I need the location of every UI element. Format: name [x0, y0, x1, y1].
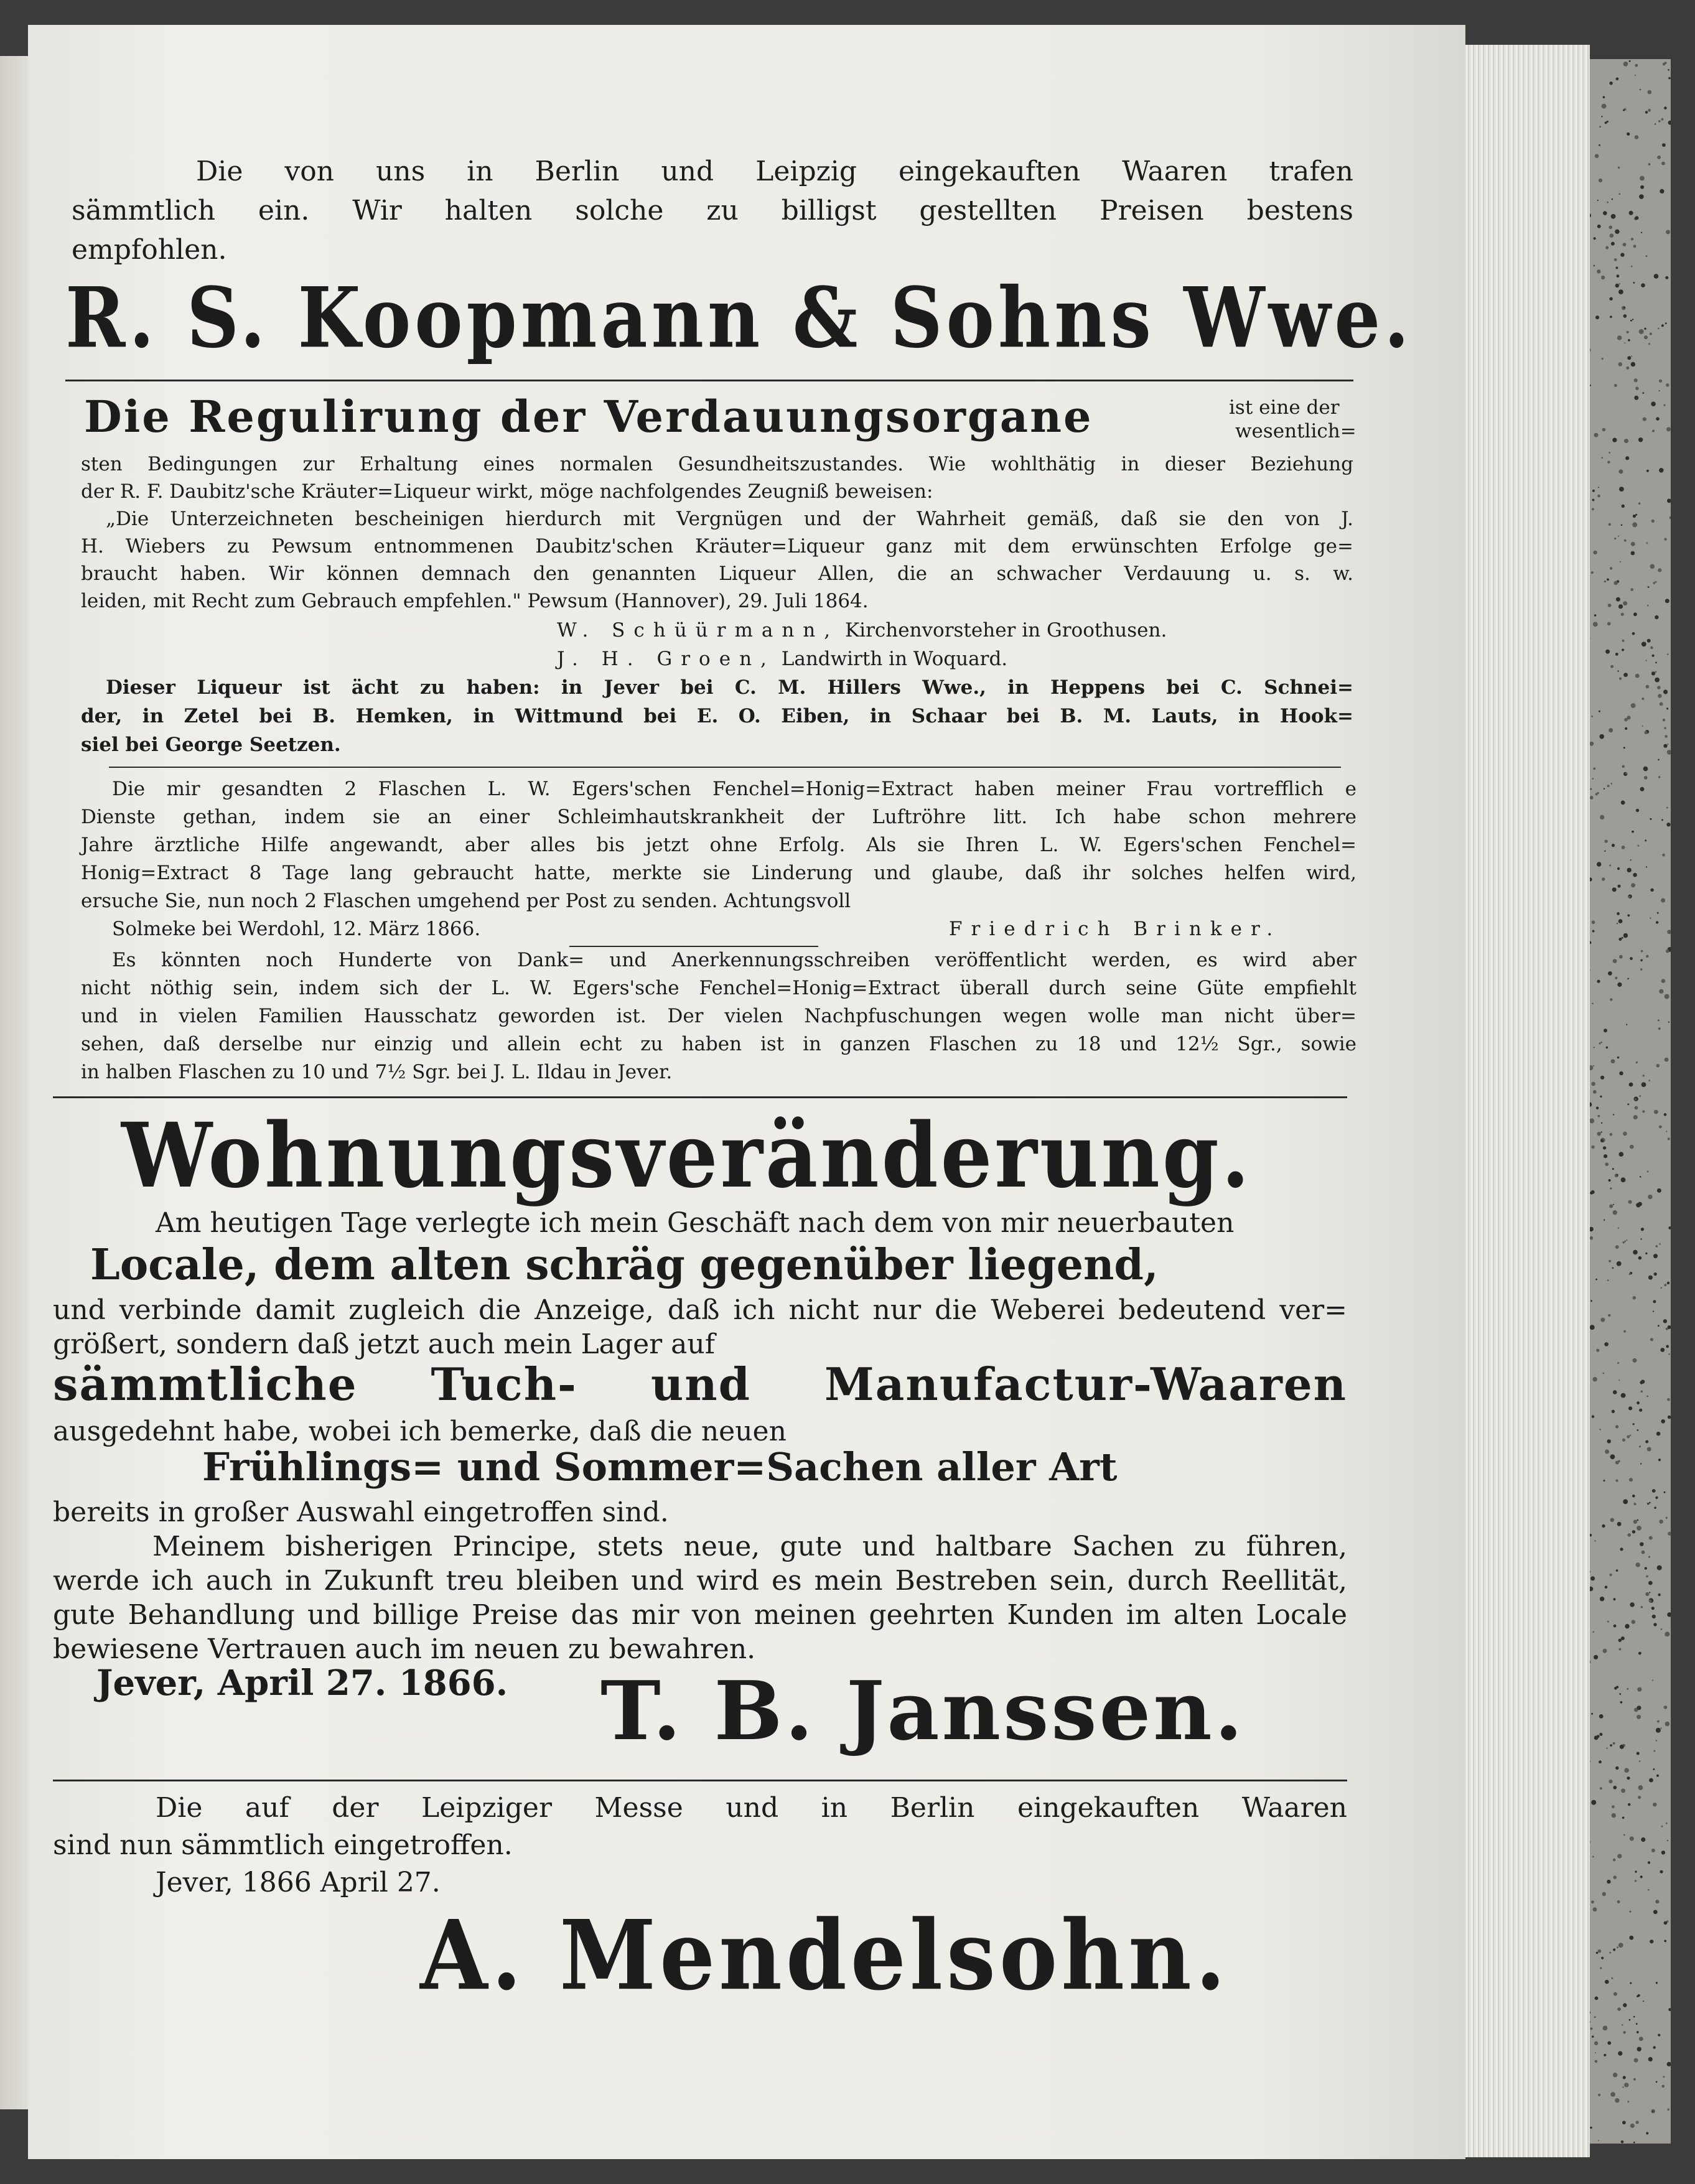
divider-2 — [109, 767, 1341, 768]
ad4-para-4: bewiesene Vertrauen auch im neuen zu bewahren. — [53, 1633, 756, 1665]
divider-4 — [53, 1096, 1347, 1098]
left-page-edge — [0, 56, 31, 2109]
ad2-signer-1 — [557, 616, 1167, 645]
ad3-signature: Friedrich Brinker. — [949, 918, 1282, 940]
ad2-dealers-3: siel bei George Seetzen. — [81, 734, 341, 756]
ad3-line2-3: und in vielen Familien Hausschatz geworden ist. Der vielen Nachpfuschungen wegen wolle man nicht über= — [81, 1005, 1356, 1027]
ad2-headline-tail-2: wesentlich= — [1235, 420, 1356, 442]
ad3-line2-4: sehen, daß derselbe nur einzig und allein echt zu haben ist in ganzen Flaschen zu 18 und 12½ Sgr., sowie — [81, 1033, 1356, 1055]
ad4-date: Jever, April 27. 1866. — [96, 1663, 508, 1704]
ad2-line-6: leiden, mit Recht zum Gebrauch empfehlen." Pewsum (Hannover), 29. Juli 1864. — [81, 590, 869, 612]
ad5-date: Jever, 1866 April 27. — [156, 1867, 441, 1898]
ad4-line-4: größert, sondern daß jetzt auch mein Lager auf — [53, 1328, 715, 1360]
ad2-signer-2-role: Landwirth in Woquard. — [781, 648, 1008, 670]
ad2-headline-tail-1: ist eine der — [1229, 396, 1340, 419]
ad4-para-1: Meinem bisherigen Principe, stets neue, gute und haltbare Sachen zu führen, — [152, 1531, 1347, 1562]
ad4-para-3: gute Behandlung und billige Preise das mir von meinen geehrten Kunden im alten Locale — [53, 1599, 1347, 1631]
ad3-line2-1: Es könnten noch Hunderte von Dank= und Anerkennungsschreiben veröffentlicht werden, es wird aber — [112, 949, 1356, 971]
ad4-line-2: Locale, dem alten schräg gegenüber liegend, — [90, 1240, 1159, 1290]
ad2-line-3: „Die Unterzeichneten bescheinigen hierdurch mit Vergnügen und der Wahrheit gemäß, daß sie den von J. — [106, 508, 1353, 530]
ad4-line-6: ausgedehnt habe, wobei ich bemerke, daß die neuen — [53, 1416, 787, 1447]
ad4-line-7: Frühlings= und Sommer=Sachen aller Art — [202, 1444, 1118, 1490]
ad2-dealers-1: Dieser Liqueur ist ächt zu haben: in Jever bei C. M. Hillers Wwe., in Heppens bei C. Schnei= — [106, 676, 1353, 699]
ad2-headline: Die Regulirung der Verdauungsorgane — [84, 391, 1093, 442]
ad5-firm-name: A. Mendelsohn. — [420, 1900, 1230, 2012]
ad3-line-2: Dienste gethan, indem sie an einer Schleimhautskrankheit der Luftröhre litt. Ich habe schon mehrere — [81, 806, 1356, 828]
ad1-line-3: empfohlen. — [72, 234, 227, 266]
ad2-line-1: sten Bedingungen zur Erhaltung eines normalen Gesundheitszustandes. Wie wohlthätig in dieser Beziehung — [81, 453, 1353, 475]
ad2-signer-1-name: W. Schüürmann, — [557, 619, 839, 642]
ad3-line2-5: in halben Flaschen zu 10 und 7½ Sgr. bei J. L. Ildau in Jever. — [81, 1061, 673, 1083]
ad2-signer-2-name: J. H. Groen, — [557, 648, 775, 670]
ad1-firm-name: R. S. Koopmann & Sohns Wwe. — [65, 269, 1413, 367]
ad4-firm-name: T. B. Janssen. — [600, 1663, 1246, 1758]
ad4-para-2: werde ich auch in Zukunft treu bleiben und wird es mein Bestreben sein, durch Reellität, — [53, 1565, 1347, 1597]
ad2-signer-2 — [557, 645, 1007, 673]
ad4-line-3: und verbinde damit zugleich die Anzeige, daß ich nicht nur die Weberei bedeutend ver= — [53, 1294, 1347, 1326]
ad3-line2-2: nicht nöthig sein, indem sich der L. W. Egers'sche Fenchel=Honig=Extract überall durch seine Güte empfiehlt — [81, 977, 1356, 999]
ad3-line-4: Honig=Extract 8 Tage lang gebraucht hatte, merkte sie Linderung und glaube, daß ihr solches helfen wird, — [81, 862, 1356, 884]
ad2-line-2: der R. F. Daubitz'sche Kräuter=Liqueur wirkt, möge nachfolgendes Zeugniß beweisen: — [81, 480, 933, 503]
divider-1 — [65, 380, 1353, 381]
ad4-line-8: bereits in großer Auswahl eingetroffen sind. — [53, 1496, 669, 1528]
ad5-line-1: Die auf der Leipziger Messe und in Berlin eingekauften Waaren — [156, 1792, 1347, 1824]
ad2-signer-1-role: Kirchenvorsteher in Groothusen. — [845, 619, 1167, 642]
divider-5 — [53, 1780, 1347, 1781]
ad3-line-3: Jahre ärztliche Hilfe angewandt, aber alles bis jetzt ohne Erfolg. Als sie Ihren L. W. Egers'schen Fenchel= — [81, 834, 1356, 856]
ad3-line-5: ersuche Sie, nun noch 2 Flaschen umgehend per Post zu senden. Achtungsvoll — [81, 890, 851, 912]
page-edges — [1456, 45, 1590, 2157]
ad5-line-2: sind nun sämmtlich eingetroffen. — [53, 1829, 513, 1861]
ad1-line-2: sämmtlich ein. Wir halten solche zu billigst gestellten Preisen bestens — [72, 195, 1353, 226]
ad4-headline: Wohnungsveränderung. — [121, 1103, 1253, 1208]
ad2-line-4: H. Wiebers zu Pewsum entnommenen Daubitz'schen Kräuter=Liqueur ganz mit dem erwünschten Erfolge ge= — [81, 535, 1353, 558]
ad3-place-date: Solmeke bei Werdohl, 12. März 1866. — [112, 918, 481, 940]
ad3-line-1: Die mir gesandten 2 Flaschen L. W. Egers'schen Fenchel=Honig=Extract haben meiner Frau vortrefflich e — [112, 778, 1356, 800]
ad4-line-5: sämmtliche Tuch- und Manufactur-Waaren — [53, 1358, 1347, 1411]
ad1-line-1: Die von uns in Berlin und Leipzig eingekauften Waaren trafen — [196, 156, 1353, 187]
ad4-line-1: Am heutigen Tage verlegte ich mein Geschäft nach dem von mir neuerbauten — [156, 1207, 1235, 1239]
ad2-dealers-2: der, in Zetel bei B. Hemken, in Wittmund bei E. O. Eiben, in Schaar bei B. M. Lauts, in Hook= — [81, 705, 1353, 727]
newspaper-page — [28, 25, 1465, 2159]
ad2-line-5: braucht haben. Wir können demnach den genannten Liqueur Allen, die an schwacher Verdauung u. s. w. — [81, 562, 1353, 585]
